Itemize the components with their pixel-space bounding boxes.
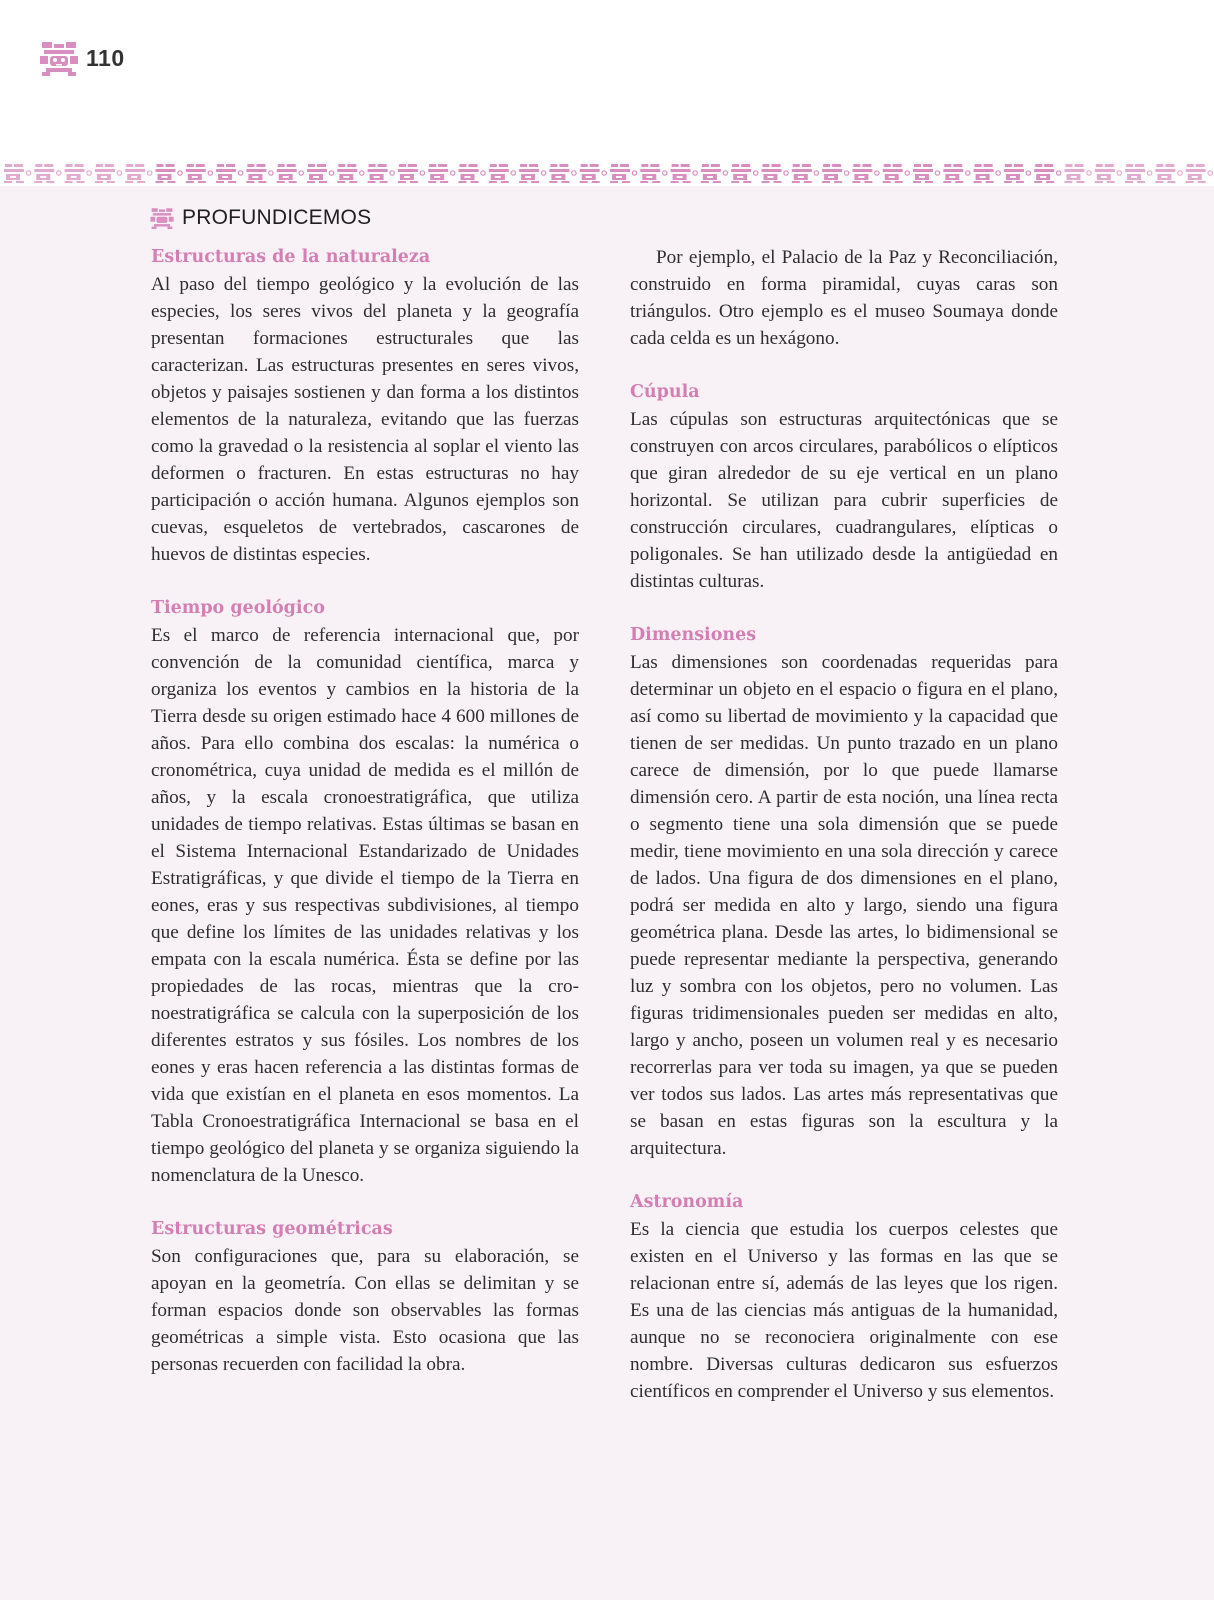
article-heading: Estructuras de la naturaleza (151, 247, 431, 267)
border-glyph (883, 164, 910, 183)
right-column (630, 244, 1058, 1432)
border-glyph (580, 164, 607, 183)
section-title-text: PROFUNDICEMOS (182, 206, 372, 229)
border-glyph (1125, 164, 1152, 183)
border-glyph (549, 164, 576, 183)
left-column (151, 244, 579, 1405)
ornamental-border (0, 160, 1214, 186)
border-glyph (1155, 164, 1182, 183)
border-glyph (640, 164, 667, 183)
article-heading: Astronomía (630, 1192, 744, 1212)
border-glyph (852, 164, 879, 183)
border-glyph (34, 164, 61, 183)
border-glyph (792, 164, 819, 183)
border-glyph (337, 164, 364, 183)
border-glyph (1095, 164, 1122, 183)
section-title (150, 204, 371, 232)
article-body: Las dimensiones son coordenadas requeridas para determinar un objeto en el espacio o figura en el plano, así como su libertad de movimiento y la capacidad que tienen de ser medidas. Un punto trazado en un plano carece de dimensión, por lo que puede llamarse dimensión cero. A partir de esta noción, una línea recta o segmento tiene una sola dimensión que se puede medir, tiene movimiento en una sola dirección y carece de lados. Una figura de dos dimensiones en el plano, podrá ser medida en alto y largo, siendo una figura geométrica plana. Desde las artes, lo bidimensional se puede representar mediante la perspectiva, generando luz y sombra con los objetos, pero no volumen. Las figuras tridimensionales pueden ser medidas en alto, largo y ancho, poseen un volumen real y es necesario recorrerlas para ver toda su imagen, ya que se pueden ver todos sus lados. Las artes más representativas que se basan en estas figuras son la escultura y la arquitectura. (630, 652, 1058, 1159)
border-glyph (519, 164, 546, 183)
border-glyph (216, 164, 243, 183)
border-glyph (95, 164, 122, 183)
aztec-glyph-icon (150, 207, 174, 229)
border-glyph (398, 164, 425, 183)
border-glyph (1004, 164, 1031, 183)
article-body: Al paso del tiempo geológico y la evolución de las especies, los seres vivos del planeta y la geografía presentan formaciones estructurales que las caracterizan. Las estructuras presentes en seres vivos, objetos y paisajes sostienen y dan forma a los distintos elementos de la naturaleza, evitando que las fuerzas como la gravedad o la resistencia al soplar el viento las deformen o fracturen. En estas estructuras no hay participación o acción humana. Algunos ejemplos son cuevas, esqueletos de vertebrados, cascarones de huevos de distintas especies. (151, 274, 579, 565)
border-glyph (368, 164, 395, 183)
border-glyph (246, 164, 273, 183)
article-heading: Estructuras geométricas (151, 1219, 393, 1239)
border-glyph (701, 164, 728, 183)
article-body: Las cúpulas son estructuras arquitectónicas que se construyen con arcos circulares, parabólicos o elípticos que giran alrededor de su eje vertical en un plano horizontal. Se utilizan para cubrir superficies de construcción circulares, cuadrangulares, elípticas o poligonales. Se han utilizado desde la antigüedad en distintas culturas. (630, 409, 1058, 592)
article-estructuras-geometricas (151, 1216, 579, 1378)
border-glyph (156, 164, 183, 183)
article-heading: Dimensiones (630, 625, 757, 645)
border-glyph (1186, 164, 1213, 183)
article-tiempo-geologico (151, 595, 579, 1189)
article-dimensiones (630, 622, 1058, 1162)
border-glyph (943, 164, 970, 183)
article-body: Son configuraciones que, para su elaboración, se apoyan en la geometría. Con ellas se delimitan y se forman espacios donde son observables las formas geométricas a simple vista. Esto ocasiona que las personas recuerden con facilidad la obra. (151, 1246, 579, 1375)
border-glyph (822, 164, 849, 183)
border-glyph (1034, 164, 1061, 183)
article-body: Es el marco de referencia internacional que, por convención de la comunidad científica, marca y organiza los eventos y cambios en la historia de la Tierra desde su origen estimado hace 4 600 millones de años. Para ello combina dos escalas: la numérica o cronométrica, cuya unidad de medida es el millón de años, y la escala cronoestratigráfica, que utiliza unidades de tiempo relativas. Estas últimas se basan en el Sistema Internacional Estandarizado de Unidades Estratigráficas, y que divide el tiempo de la Tierra en eones, eras y sus respectivas subdivisiones, al tiempo que define los límites de las unidades relativas y los empata con la escala numérica. Ésta se define por las propiedades de las rocas, mientras que la cronoestratigráfica se calcula con la superposición de los diferentes estratos y sus fósiles. Los nombres de los eones y eras hacen referencia a las distintas formas de vida que existían en el planeta en esos momentos. La Tabla Cronoestratigráfica Internacional se basa en el tiempo geológico del planeta y se organiza siguiendo la nomenclatura de la Unesco. (151, 625, 579, 1186)
border-glyph (307, 164, 334, 183)
article-heading: Tiempo geológico (151, 598, 325, 618)
border-glyph (610, 164, 637, 183)
border-glyph (1065, 164, 1092, 183)
page-header (40, 40, 125, 76)
border-glyph (671, 164, 698, 183)
border-glyph (277, 164, 304, 183)
article-estructuras-naturaleza (151, 244, 579, 568)
continuation-paragraph: Por ejemplo, el Palacio de la Paz y Reconciliación, construido en forma piramidal, cuyas caras son triángulos. Otro ejemplo es el museo Soumaya donde cada celda es un hexágono. (630, 247, 1058, 349)
border-glyph (974, 164, 1001, 183)
border-glyph (489, 164, 516, 183)
border-glyph (459, 164, 486, 183)
article-astronomia (630, 1189, 1058, 1405)
page-number: 110 (86, 44, 125, 71)
border-glyph (65, 164, 92, 183)
border-glyph (4, 164, 31, 183)
article-heading: Cúpula (630, 382, 700, 402)
article-continuation (630, 244, 1058, 352)
border-glyph (762, 164, 789, 183)
article-body: Es la ciencia que estudia los cuerpos celestes que existen en el Universo y las formas en las que se relacionan entre sí, además de las leyes que los rigen. Es una de las ciencias más antiguas de la humanidad, aunque no se reconociera originalmente con ese nombre. Diversas culturas dedicaron sus esfuerzos científicos en comprender el Universo y sus elementos. (630, 1219, 1058, 1402)
aztec-glyph-icon (40, 40, 78, 76)
border-glyph (913, 164, 940, 183)
border-glyph (428, 164, 455, 183)
border-glyph (186, 164, 213, 183)
border-glyph (125, 164, 152, 183)
article-cupula (630, 379, 1058, 595)
border-glyph (731, 164, 758, 183)
